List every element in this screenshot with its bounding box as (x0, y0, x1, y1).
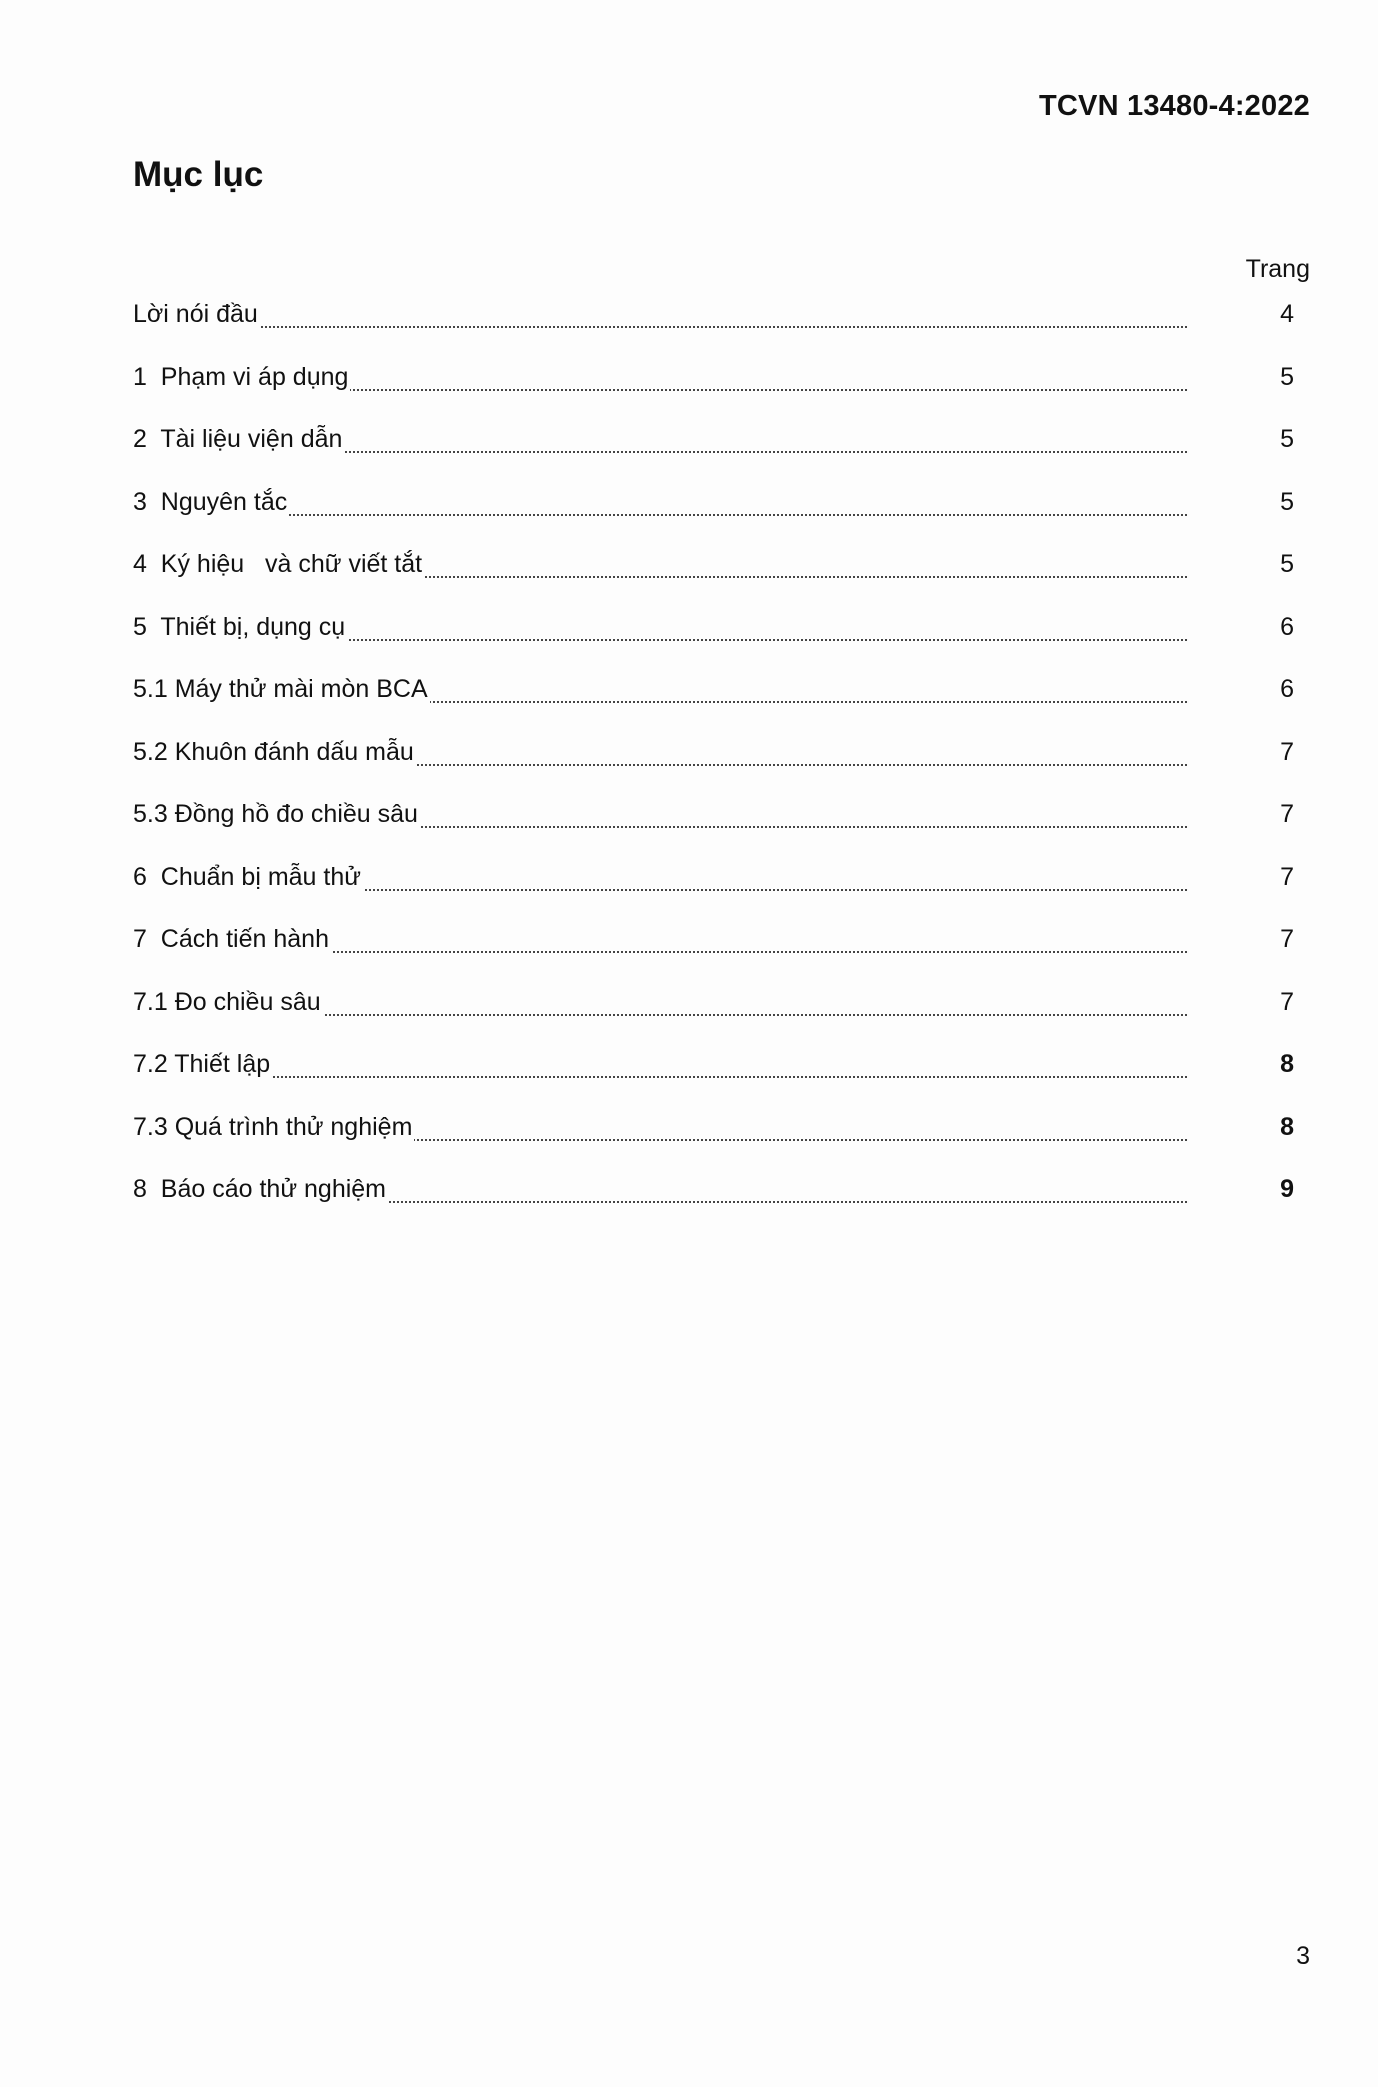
toc-entry[interactable] (133, 613, 1306, 676)
toc-entry[interactable] (133, 425, 1306, 488)
toc-entry-page: 8 (1280, 1050, 1294, 1078)
toc-entry[interactable] (133, 800, 1306, 863)
toc-entry-page: 7 (1280, 862, 1294, 891)
toc-entry[interactable] (133, 925, 1306, 988)
toc-entry-title: 6 Chuẩn bị mẫu thử (133, 862, 361, 891)
toc-entry-title: 5.3 Đồng hồ đo chiều sâu (133, 800, 418, 828)
toc-entry[interactable] (133, 1175, 1306, 1238)
toc-entry-title: 5.1 Máy thử mài mòn BCA (133, 675, 428, 703)
toc-entry-title: 4 Ký hiệu và chữ viết tắt (133, 550, 423, 578)
toc-entry-page: 5 (1280, 362, 1294, 391)
toc-entry-page: 4 (1280, 300, 1294, 328)
toc-entry-title: 5.2 Khuôn đánh dấu mẫu (133, 737, 414, 766)
toc-entry[interactable] (133, 488, 1306, 551)
toc-entry-page: 8 (1280, 1112, 1294, 1141)
toc-entry-title: 7 Cách tiến hành (133, 925, 329, 953)
toc-entry[interactable] (133, 988, 1306, 1051)
toc-entry[interactable] (133, 300, 1306, 363)
toc-entry-title: 8 Báo cáo thử nghiệm (133, 1175, 387, 1203)
dot-leader (133, 1072, 1187, 1078)
dot-leader (133, 322, 1187, 328)
toc-entry-page: 7 (1280, 925, 1294, 953)
toc-entry-title: 3 Nguyên tắc (133, 487, 288, 516)
toc-entry[interactable] (133, 363, 1306, 426)
toc-entry-title: Lời nói đầu (133, 300, 258, 328)
toc-entry-page: 5 (1280, 550, 1294, 578)
toc-entry[interactable] (133, 1113, 1306, 1176)
toc-entry-title: 7.1 Đo chiều sâu (133, 987, 321, 1016)
toc-title: Mục lục (133, 155, 264, 194)
standard-code: TCVN 13480-4:2022 (1039, 90, 1310, 122)
toc-entry-title: 2 Tài liệu viện dẫn (133, 425, 343, 453)
toc-entry[interactable] (133, 1050, 1306, 1113)
toc-entry-title: 1 Phạm vi áp dụng (133, 362, 349, 391)
dot-leader (133, 510, 1187, 516)
toc-entry-page: 9 (1280, 1175, 1294, 1203)
toc-entry-page: 7 (1280, 987, 1294, 1016)
toc-entry-title: 7.3 Quá trình thử nghiệm (133, 1112, 413, 1141)
toc-entry-title: 7.2 Thiết lập (133, 1050, 271, 1078)
toc-entry-page: 5 (1280, 487, 1294, 516)
toc-entry-page: 6 (1280, 675, 1294, 703)
toc-entry[interactable] (133, 675, 1306, 738)
toc-entry-page: 7 (1280, 737, 1294, 766)
toc-entry-page: 6 (1280, 612, 1294, 641)
toc-entry-page: 7 (1280, 800, 1294, 828)
toc-entry[interactable] (133, 738, 1306, 801)
page-number: 3 (1296, 1942, 1310, 1970)
toc-entry[interactable] (133, 550, 1306, 613)
table-of-contents (133, 300, 1306, 1238)
toc-entry[interactable] (133, 863, 1306, 926)
toc-entry-title: 5 Thiết bị, dụng cụ (133, 612, 346, 641)
page-column-label: Trang (1245, 255, 1310, 283)
toc-entry-page: 5 (1280, 425, 1294, 453)
